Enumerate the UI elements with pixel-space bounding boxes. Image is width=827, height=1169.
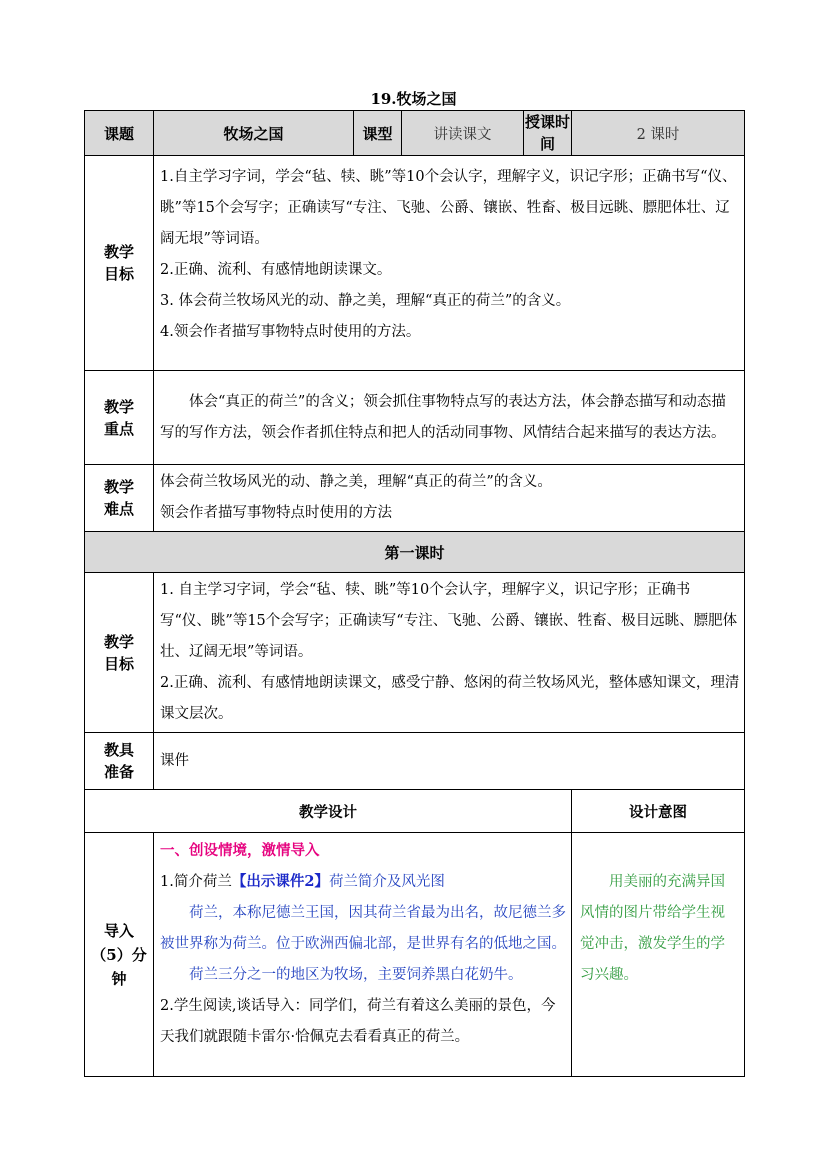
objective-item: 1. 自主学习字词，学会“毡、犊、眺”等10个会认字，理解字义，识记字形；正确书写“仪、眺”等15个会写字；正确读写“专注、飞驰、公爵、镶嵌、牲畜、极目远眺、膘肥体壮、辽阔无垠”等词语。 bbox=[160, 582, 738, 660]
objective-item: 2.正确、流利、有感情地朗读课文，感受宁静、悠闲的荷兰牧场风光，整体感知课文，理清课文层次。 bbox=[160, 675, 740, 722]
lesson-name: 牧场之国 bbox=[154, 111, 354, 156]
type-value: 讲读课文 bbox=[402, 111, 524, 156]
intro-content bbox=[154, 833, 572, 1077]
difficulties-content bbox=[154, 465, 745, 532]
objectives-row bbox=[85, 156, 745, 371]
intro-intent: 用美丽的充满异国风情的图片带给学生视觉冲击，激发学生的学习兴趣。 bbox=[572, 833, 745, 1077]
intro-para2: 荷兰三分之一的地区为牧场，主要饲养黑白花奶牛。 bbox=[189, 967, 523, 983]
objective-item: 1.自主学习字词，学会“毡、犊、眺”等10个会认字，理解字义，识记字形；正确书写“仪、眺”等15个会写字；正确读写“专注、飞驰、公爵、镶嵌、牲畜、极目远眺、膘肥体壮、辽阔无垠”等词语。 bbox=[160, 169, 737, 247]
section-row bbox=[85, 532, 745, 573]
difficulties-row bbox=[85, 465, 745, 532]
section-title: 第一课时 bbox=[85, 532, 745, 573]
intent-header: 设计意图 bbox=[572, 790, 745, 833]
header-row bbox=[85, 111, 745, 156]
objective-item: 3. 体会荷兰牧场风光的动、静之美，理解“真正的荷兰”的含义。 bbox=[160, 293, 571, 309]
lesson-plan-table bbox=[84, 110, 745, 1077]
courseware-link[interactable]: 【出示课件2】 bbox=[231, 873, 329, 890]
intro-step2: 2.学生阅读,谈话导入：同学们，荷兰有着这么美丽的景色，今天我们就跟随卡雷尔·恰佩克去看看真正的荷兰。 bbox=[160, 998, 556, 1045]
design-header-row bbox=[85, 790, 745, 833]
objectives-content bbox=[154, 156, 745, 371]
difficulty-line: 体会荷兰牧场风光的动、静之美，理解“真正的荷兰”的含义。 bbox=[160, 474, 552, 490]
objective-item: 2.正确、流利、有感情地朗读课文。 bbox=[160, 262, 392, 278]
label-title: 课题 bbox=[85, 111, 154, 156]
tools-row bbox=[85, 733, 745, 790]
lesson1-objectives-row bbox=[85, 573, 745, 733]
intro-row bbox=[85, 833, 745, 1077]
tools-label: 教具准备 bbox=[85, 733, 154, 790]
intro-para1: 荷兰，本称尼德兰王国，因其荷兰省最为出名，故尼德兰多被世界称为荷兰。位于欧洲西偏北部，是世界有名的低地之国。 bbox=[160, 905, 566, 952]
difficulty-line: 领会作者描写事物特点时使用的方法 bbox=[160, 505, 392, 521]
key-points-text: 体会“真正的荷兰”的含义；领会抓住事物特点写的表达方法，体会静态描写和动态描写的写作方法，领会作者抓住特点和把人的活动同事物、风情结合起来描写的表达方法。 bbox=[154, 371, 745, 465]
label-type: 课型 bbox=[354, 111, 402, 156]
document-title: 19.牧场之国 bbox=[370, 90, 457, 108]
intro-heading: 一、创设情境，激情导入 bbox=[160, 842, 320, 859]
lesson1-objectives-label: 教学目标 bbox=[85, 573, 154, 733]
intro-label: 导入 （5）分钟 bbox=[85, 833, 154, 1077]
difficulties-label: 教学难点 bbox=[85, 465, 154, 532]
key-points-row bbox=[85, 371, 745, 465]
objectives-label: 教学目标 bbox=[85, 156, 154, 371]
tools-value: 课件 bbox=[154, 733, 745, 790]
objective-item: 4.领会作者描写事物特点时使用的方法。 bbox=[160, 324, 421, 340]
intro-step1: 1.简介荷兰【出示课件2】荷兰简介及风光图 bbox=[160, 873, 445, 890]
label-time: 授课时间 bbox=[524, 111, 572, 156]
design-header: 教学设计 bbox=[85, 790, 572, 833]
time-value: 2 课时 bbox=[572, 111, 745, 156]
lesson1-objectives-content bbox=[154, 573, 745, 733]
key-points-label: 教学重点 bbox=[85, 371, 154, 465]
